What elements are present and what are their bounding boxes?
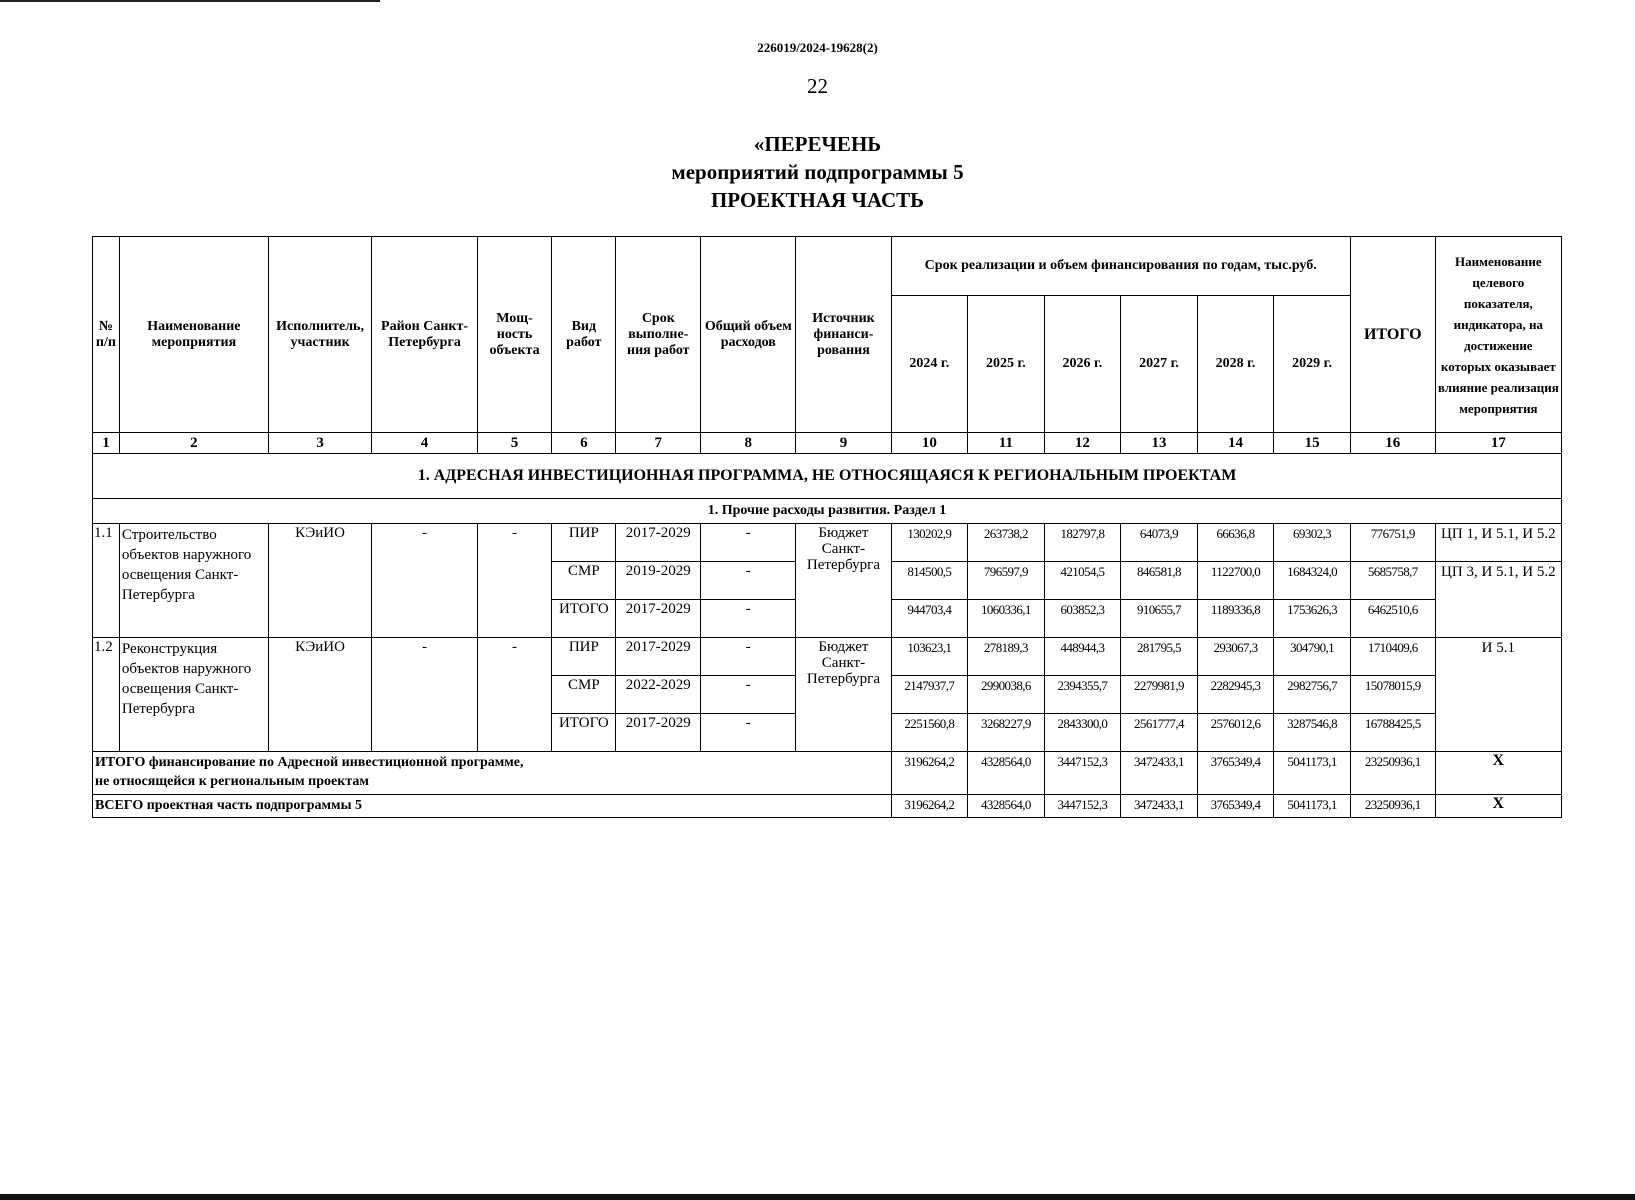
value-2026: 421054,5 <box>1044 562 1121 600</box>
value-2029: 1684324,0 <box>1274 562 1351 600</box>
column-number: 9 <box>796 433 891 454</box>
value-2025: 263738,2 <box>968 524 1045 562</box>
value-2029: 5041173,1 <box>1274 795 1351 818</box>
total-cost: - <box>701 524 796 562</box>
totals-row <box>93 752 1562 795</box>
column-numbers-row <box>93 433 1562 454</box>
value-2026: 448944,3 <box>1044 638 1121 676</box>
work-type: ИТОГО <box>552 600 616 638</box>
total-cost: - <box>701 714 796 752</box>
value-total: 1710409,6 <box>1350 638 1435 676</box>
value-2028: 66636,8 <box>1197 524 1274 562</box>
header-work-type: Вид работ <box>552 237 616 433</box>
value-2024: 944703,4 <box>891 600 968 638</box>
header-term: Срок выполне-ния работ <box>616 237 701 433</box>
item-index: 1.1 <box>93 524 120 638</box>
work-type: ИТОГО <box>552 714 616 752</box>
value-2025: 278189,3 <box>968 638 1045 676</box>
value-2029: 5041173,1 <box>1274 752 1351 795</box>
value-total: 5685758,7 <box>1350 562 1435 600</box>
section-title: 1. АДРЕСНАЯ ИНВЕСТИЦИОННАЯ ПРОГРАММА, НЕ ОТНОСЯЩАЯСЯ К РЕГИОНАЛЬНЫМ ПРОЕКТАМ <box>93 454 1562 499</box>
value-2026: 3447152,3 <box>1044 795 1121 818</box>
target-indicator: ЦП 3, И 5.1, И 5.2 <box>1435 562 1561 638</box>
header-year-2025: 2025 г. <box>968 296 1045 433</box>
value-2026: 2843300,0 <box>1044 714 1121 752</box>
value-2029: 69302,3 <box>1274 524 1351 562</box>
item-district: - <box>372 524 478 638</box>
value-2028: 3765349,4 <box>1197 795 1274 818</box>
work-term: 2017-2029 <box>616 524 701 562</box>
value-2024: 2251560,8 <box>891 714 968 752</box>
work-term: 2019-2029 <box>616 562 701 600</box>
value-2026: 603852,3 <box>1044 600 1121 638</box>
column-number: 5 <box>477 433 551 454</box>
value-2029: 2982756,7 <box>1274 676 1351 714</box>
value-2029: 1753626,3 <box>1274 600 1351 638</box>
value-total: 6462510,6 <box>1350 600 1435 638</box>
item-name: Реконструкция объектов наружного освещения Санкт-Петербурга <box>119 638 268 752</box>
value-2028: 2282945,3 <box>1197 676 1274 714</box>
subsection-title: 1. Прочие расходы развития. Раздел 1 <box>93 499 1562 524</box>
value-2027: 64073,9 <box>1121 524 1198 562</box>
value-2027: 2279981,9 <box>1121 676 1198 714</box>
column-number: 11 <box>968 433 1045 454</box>
work-term: 2017-2029 <box>616 714 701 752</box>
value-2024: 130202,9 <box>891 524 968 562</box>
title-line-3: ПРОЕКТНАЯ ЧАСТЬ <box>710 188 925 212</box>
header-itogo: ИТОГО <box>1350 237 1435 433</box>
item-executor: КЭиИО <box>268 524 371 638</box>
value-2026: 3447152,3 <box>1044 752 1121 795</box>
value-2024: 103623,1 <box>891 638 968 676</box>
grand-total-label: ВСЕГО проектная часть подпрограммы 5 <box>93 795 892 818</box>
column-number: 16 <box>1350 433 1435 454</box>
value-2025: 796597,9 <box>968 562 1045 600</box>
target-indicator: ЦП 1, И 5.1, И 5.2 <box>1435 524 1561 562</box>
value-2027: 846581,8 <box>1121 562 1198 600</box>
work-term: 2017-2029 <box>616 638 701 676</box>
header-year-2026: 2026 г. <box>1044 296 1121 433</box>
header-executor: Исполнитель, участник <box>268 237 371 433</box>
value-2024: 2147937,7 <box>891 676 968 714</box>
column-number: 15 <box>1274 433 1351 454</box>
value-2025: 2990038,6 <box>968 676 1045 714</box>
total-cost: - <box>701 600 796 638</box>
header-year-2028: 2028 г. <box>1197 296 1274 433</box>
item-capacity: - <box>477 524 551 638</box>
column-number: 14 <box>1197 433 1274 454</box>
title-line-1: «ПЕРЕЧЕНЬ <box>753 132 882 156</box>
value-2026: 182797,8 <box>1044 524 1121 562</box>
document-title <box>0 130 1635 214</box>
item-index: 1.2 <box>93 638 120 752</box>
work-term: 2022-2029 <box>616 676 701 714</box>
work-type: ПИР <box>552 524 616 562</box>
column-number: 13 <box>1121 433 1198 454</box>
work-type: ПИР <box>552 638 616 676</box>
column-number: 8 <box>701 433 796 454</box>
value-2024: 3196264,2 <box>891 795 968 818</box>
header-year-2027: 2027 г. <box>1121 296 1198 433</box>
title-line-2: мероприятий подпрограммы 5 <box>671 160 964 184</box>
work-term: 2017-2029 <box>616 600 701 638</box>
item-capacity: - <box>477 638 551 752</box>
value-2028: 2576012,6 <box>1197 714 1274 752</box>
item-name: Строительство объектов наружного освещения Санкт-Петербурга <box>119 524 268 638</box>
target-indicator: И 5.1 <box>1435 638 1561 752</box>
column-number: 10 <box>891 433 968 454</box>
value-2027: 3472433,1 <box>1121 795 1198 818</box>
total-cost: - <box>701 638 796 676</box>
funding-source: Бюджет Санкт-Петербурга <box>796 638 891 752</box>
value-2025: 4328564,0 <box>968 752 1045 795</box>
table-row <box>93 524 1562 562</box>
value-2024: 3196264,2 <box>891 752 968 795</box>
header-period-group: Срок реализации и объем финансирования по годам, тыс.руб. <box>891 237 1350 296</box>
value-2028: 3765349,4 <box>1197 752 1274 795</box>
value-2025: 3268227,9 <box>968 714 1045 752</box>
value-2028: 1189336,8 <box>1197 600 1274 638</box>
value-total: 16788425,5 <box>1350 714 1435 752</box>
totals-label-line-1: ИТОГО финансирование по Адресной инвестиционной программе, <box>95 755 524 770</box>
scan-edge-top <box>0 0 380 2</box>
header-target: Наименование целевого показателя, индикатора, на достижение которых оказывает влияние реализация мероприятия <box>1435 237 1561 433</box>
totals-label <box>93 752 892 795</box>
value-2029: 3287546,8 <box>1274 714 1351 752</box>
measures-table <box>92 236 1562 818</box>
value-2027: 281795,5 <box>1121 638 1198 676</box>
header-num: № п/п <box>93 237 120 433</box>
total-cost: - <box>701 562 796 600</box>
value-2027: 2561777,4 <box>1121 714 1198 752</box>
header-year-2029: 2029 г. <box>1274 296 1351 433</box>
item-district: - <box>372 638 478 752</box>
value-2028: 1122700,0 <box>1197 562 1274 600</box>
value-2026: 2394355,7 <box>1044 676 1121 714</box>
header-name: Наименование мероприятия <box>119 237 268 433</box>
work-type: СМР <box>552 676 616 714</box>
header-district: Район Санкт-Петербурга <box>372 237 478 433</box>
item-executor: КЭиИО <box>268 638 371 752</box>
total-cost: - <box>701 676 796 714</box>
value-2024: 814500,5 <box>891 562 968 600</box>
grand-total-row <box>93 795 1562 818</box>
column-number: 12 <box>1044 433 1121 454</box>
value-total: 776751,9 <box>1350 524 1435 562</box>
work-type: СМР <box>552 562 616 600</box>
value-total: 23250936,1 <box>1350 795 1435 818</box>
page-number: 22 <box>807 74 828 98</box>
column-number: 3 <box>268 433 371 454</box>
funding-source: Бюджет Санкт-Петербурга <box>796 524 891 638</box>
column-number: 1 <box>93 433 120 454</box>
column-number: 7 <box>616 433 701 454</box>
value-2025: 4328564,0 <box>968 795 1045 818</box>
scan-edge-bottom <box>0 1194 1635 1200</box>
header-year-2024: 2024 г. <box>891 296 968 433</box>
column-number: 6 <box>552 433 616 454</box>
header-source: Источник финанси-рования <box>796 237 891 433</box>
value-2028: 293067,3 <box>1197 638 1274 676</box>
column-number: 17 <box>1435 433 1561 454</box>
value-2027: 3472433,1 <box>1121 752 1198 795</box>
target-indicator: Х <box>1435 752 1561 795</box>
value-total: 23250936,1 <box>1350 752 1435 795</box>
value-2029: 304790,1 <box>1274 638 1351 676</box>
totals-label-line-2: не относящейся к региональным проектам <box>95 774 369 789</box>
value-total: 15078015,9 <box>1350 676 1435 714</box>
column-number: 2 <box>119 433 268 454</box>
document-number: 226019/2024-19628(2) <box>757 40 878 55</box>
header-capacity: Мощ-ность объекта <box>477 237 551 433</box>
value-2027: 910655,7 <box>1121 600 1198 638</box>
table-row <box>93 638 1562 676</box>
column-number: 4 <box>372 433 478 454</box>
target-indicator: Х <box>1435 795 1561 818</box>
value-2025: 1060336,1 <box>968 600 1045 638</box>
header-total-cost: Общий объем расходов <box>701 237 796 433</box>
